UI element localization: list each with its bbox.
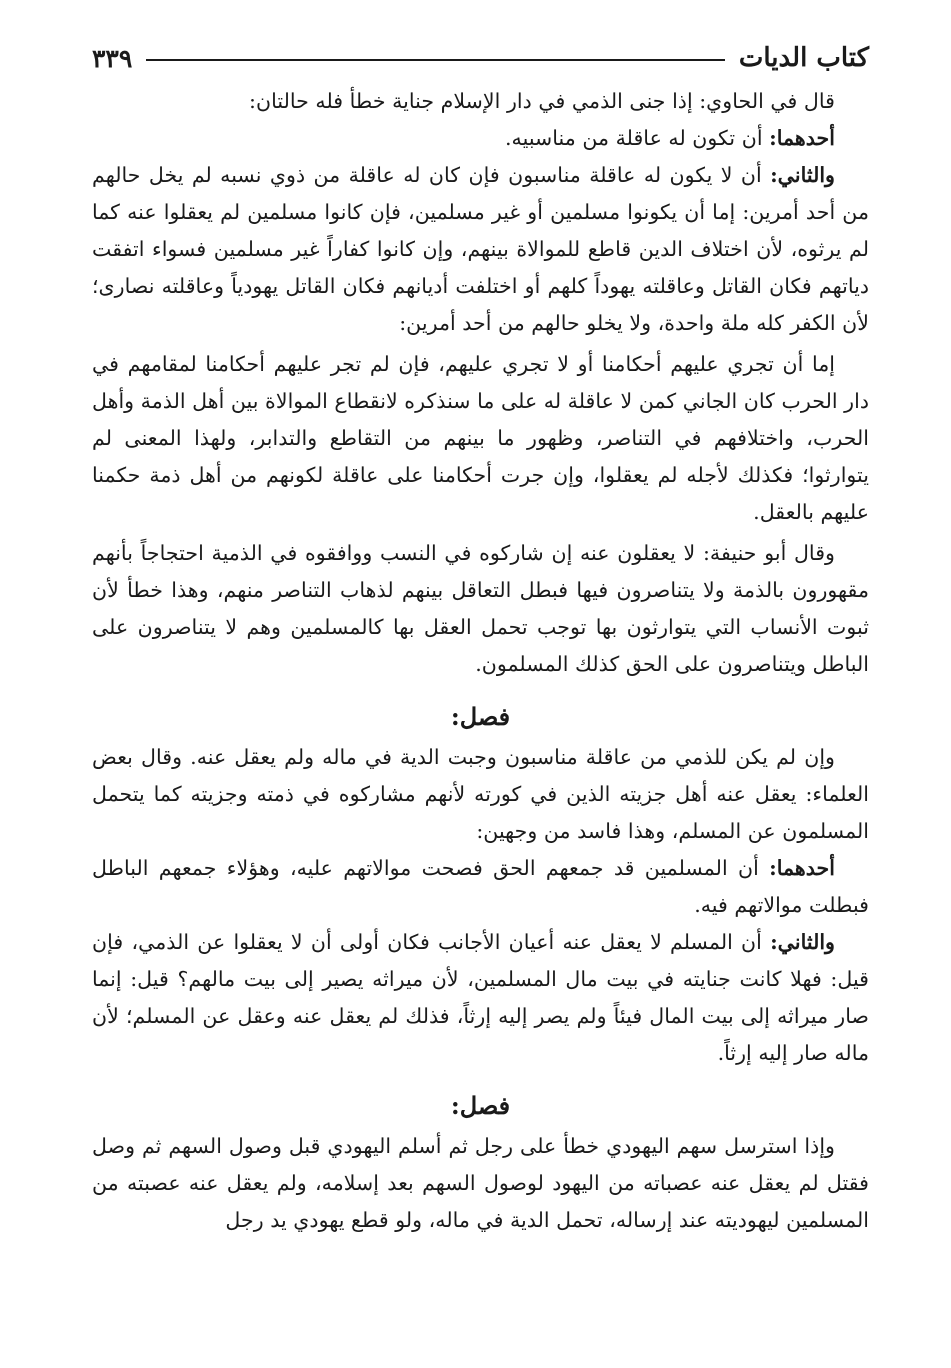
paragraph — [92, 346, 869, 531]
paragraph — [92, 83, 869, 120]
paragraph — [92, 924, 869, 1072]
page-number: ٣٣٩ — [92, 43, 133, 73]
paragraph-lead: أحدهما: — [769, 856, 835, 880]
paragraph-text: أن تكون له عاقلة من مناسبيه. — [505, 126, 763, 150]
section-heading: فصل: — [450, 1091, 511, 1120]
body-text — [92, 83, 869, 1239]
paragraph-text: أن المسلم لا يعقل عنه أعيان الأجانب فكان أولى أن لا يعقلوا عن الذمي، فإن قيل: فهلا كانت جنايته في بيت مال المسلمين، لأن ميراثه يصير إلى بيت مالهم؟ قيل: إنما صار ميراثه إلى بيت المال فيئاً ولم يصر إليه إرثاً، فذلك لم يعقل عنه وعقل عن المسلم؛ لأن ماله صار إليه إرثاً. — [92, 930, 869, 1065]
paragraph-text: وإذا استرسل سهم اليهودي خطأ على رجل ثم أسلم اليهودي قبل وصول السهم ثم وصل فقتل لم يعقل عنه عصباته من اليهود لوصول السهم بعد إسلامه، ولم يعقل عنه عصبته من المسلمين ليهوديته عند إرساله، تحمل الدية في ماله، ولو قطع يهودي يد رجل — [92, 1134, 869, 1232]
header-rule — [146, 59, 725, 61]
paragraph — [92, 535, 869, 683]
paragraph — [92, 157, 869, 342]
paragraph-text: إما أن تجري عليهم أحكامنا أو لا تجري عليهم، فإن لم تجر عليهم أحكامنا لمقامهم في دار الحرب كان الجاني كمن لا عاقلة له على ما سنذكره لانقطاع الموالاة بين أهل الذمة وأهل الحرب، واختلافهم في التناصر، وظهور ما بينهم من التقاطع والتدابر، ولهذا المعنى لم يتوارثوا؛ فكذلك لأجله لم يعقلوا، وإن جرت أحكامنا على عاقلة لكونهم من أهل ذمة حكمنا عليهم بالعقل. — [92, 352, 869, 524]
section-heading: فصل: — [450, 702, 511, 731]
paragraph — [92, 120, 869, 157]
paragraph-lead: والثاني: — [770, 163, 836, 187]
paragraph-text: وقال أبو حنيفة: لا يعقلون عنه إن شاركوه في النسب ووافقوه في الذمية احتجاجاً بأنهم مقهورون بالذمة ولا يتناصرون فيها فبطل التعاقل بينهم لذهاب التناصر منهم، وهذا خطأ لأن ثبوت الأنساب التي يتوارثون بها توجب تحمل العقل بها كالمسلمين وهم لا يتناصرون على الباطل ويتناصرون على الحق كذلك المسلمون. — [92, 541, 869, 676]
running-title: كتاب الديات — [738, 43, 869, 73]
paragraph — [92, 1128, 869, 1239]
paragraph-text: قال في الحاوي: إذا جنى الذمي في دار الإسلام جناية خطأ فله حالتان: — [249, 89, 835, 113]
paragraph — [92, 850, 869, 924]
paragraph-lead: والثاني: — [770, 930, 836, 954]
paragraph-text: وإن لم يكن للذمي من عاقلة مناسبون وجبت الدية في ماله ولم يعقل عنه. وقال بعض العلماء: يعقل عنه أهل جزيته الذين في كورته لأنهم مشاركوه في ذمته وجزيته كما يتحمل المسلمون عن المسلم، وهذا فاسد من وجهين: — [92, 745, 869, 843]
paragraph-text: أن لا يكون له عاقلة مناسبون فإن كان له عاقلة من ذوي نسبه لم يخل حالهم من أحد أمرين: إما أن يكونوا مسلمين أو غير مسلمين، فإن كانوا مسلمين لم يعقلوا عنه كما لم يرثوه، لأن اختلاف الدين قاطع للموالاة بينهم، وإن كانوا كفاراً غير مسلمين فسواء اتفقت دياتهم فكان القاتل وعاقلته يهوداً كلهم أو اختلفت أديانهم فكان القاتل يهودياً وعاقلته نصارى؛ لأن الكفر كله ملة واحدة، ولا يخلو حالهم من أحد أمرين: — [92, 163, 869, 335]
paragraph — [92, 739, 869, 850]
page-header — [92, 38, 869, 78]
paragraph-lead: أحدهما: — [769, 126, 835, 150]
paragraph-text: أن المسلمين قد جمعهم الحق فصحت موالاتهم عليه، وهؤلاء جمعهم الباطل فبطلت موالاتهم فيه. — [92, 856, 869, 917]
